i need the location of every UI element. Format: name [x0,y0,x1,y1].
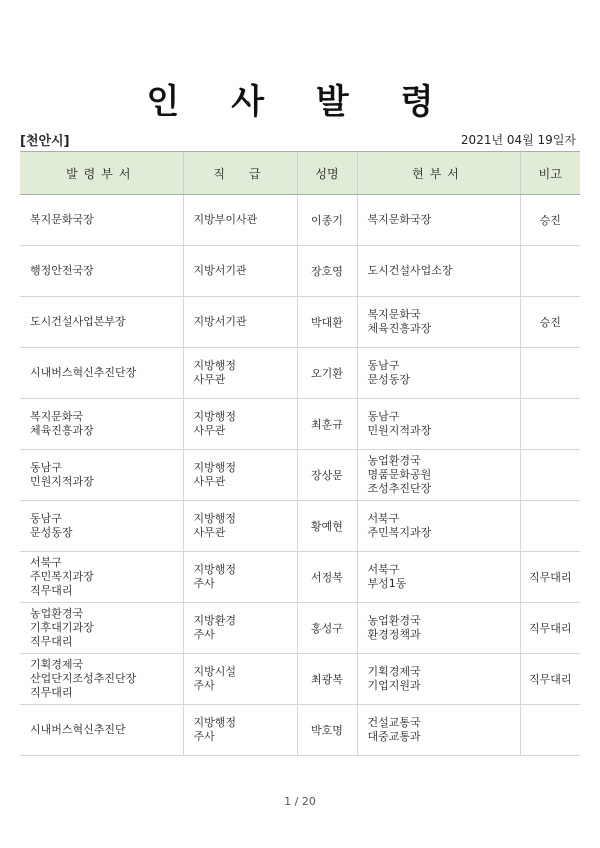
cell-current [357,297,520,348]
cell-dept-line: 문성동장 [30,526,73,539]
header-grade: 직 급 [183,152,297,195]
table-row [20,399,580,450]
cell-dept-line: 서북구 [30,556,62,569]
cell-current [357,195,520,246]
cell-grade [183,399,297,450]
cell-current-line: 문성동장 [367,373,411,386]
cell-current-line: 민원지적과장 [367,424,432,437]
cell-name: 최훈규 [297,399,357,450]
cell-grade [183,552,297,603]
cell-grade-line: 지방환경 [193,614,237,627]
cell-current-line: 농업환경국 [367,454,421,467]
cell-current-line: 도시건설사업소장 [367,264,453,277]
cell-name: 홍성구 [297,603,357,654]
cell-dept [20,654,183,705]
cell-dept [20,246,183,297]
cell-grade [183,348,297,399]
cell-name: 서정복 [297,552,357,603]
cell-dept-line: 주민복지과장 [30,570,94,583]
cell-grade-line: 주사 [193,577,215,590]
cell-note: 직무대리 [520,552,580,603]
cell-current-line: 농업환경국 [367,614,421,627]
cell-grade-line: 지방행정 [193,359,237,372]
cell-grade-line: 사무관 [193,373,226,386]
cell-dept [20,348,183,399]
cell-current [357,450,520,501]
table-row [20,552,580,603]
cell-current-line: 부성1동 [367,577,407,590]
cell-current [357,501,520,552]
cell-note: 직무대리 [520,603,580,654]
page-number: 1 / 20 [284,795,316,808]
table-row [20,246,580,297]
cell-note [520,450,580,501]
cell-dept-line: 시내버스혁신추진단 [30,723,126,736]
cell-note [520,705,580,756]
cell-current-line: 복지문화국 [367,308,421,321]
cell-current-line: 대중교통과 [367,730,421,743]
cell-dept-line: 직무대리 [30,584,73,597]
cell-dept-line: 기후대기과장 [30,621,94,634]
cell-grade [183,654,297,705]
cell-grade-line: 지방행정 [193,716,237,729]
cell-dept-line: 산업단지조성추진단장 [30,672,137,685]
cell-dept [20,399,183,450]
table-row [20,654,580,705]
cell-grade-line: 지방행정 [193,410,237,423]
cell-current-line: 조성추진단장 [367,482,432,495]
cell-current [357,552,520,603]
cell-grade-line: 지방서기관 [193,264,247,277]
header-current: 현부서 [357,152,520,195]
cell-current [357,705,520,756]
cell-grade-line: 사무관 [193,475,226,488]
table-row [20,297,580,348]
cell-grade [183,195,297,246]
header-note: 비고 [520,152,580,195]
header-name: 성명 [297,152,357,195]
cell-current-line: 서북구 [367,563,400,576]
cell-current [357,246,520,297]
organization-label: [천안시] [20,134,70,149]
document-title: 인 사 발 령 [146,82,454,122]
cell-note [520,399,580,450]
table-row [20,348,580,399]
cell-dept-line: 동남구 [30,512,62,525]
cell-grade-line: 지방행정 [193,512,237,525]
cell-name: 황예현 [297,501,357,552]
cell-grade [183,297,297,348]
cell-name: 박대환 [297,297,357,348]
cell-current-line: 명품문화공원 [367,468,432,481]
cell-grade [183,603,297,654]
effective-date: 2021년 04월 19일자 [460,133,576,147]
cell-note: 승진 [520,195,580,246]
cell-current-line: 환경정책과 [367,628,421,641]
cell-dept-line: 체육진흥과장 [30,424,94,437]
cell-grade-line: 지방서기관 [193,315,247,328]
table-row [20,603,580,654]
cell-name: 박호명 [297,705,357,756]
cell-current [357,399,520,450]
cell-dept-line: 복지문화국장 [30,213,94,226]
cell-current [357,603,520,654]
header-dept: 발령부서 [20,152,183,195]
cell-grade-line: 지방행정 [193,461,237,474]
cell-grade [183,501,297,552]
cell-name: 이종기 [297,195,357,246]
cell-name: 장상문 [297,450,357,501]
cell-dept-line: 도시건설사업본부장 [30,315,126,328]
cell-dept-line: 동남구 [30,461,62,474]
cell-grade-line: 주사 [193,679,215,692]
cell-grade [183,450,297,501]
cell-note: 직무대리 [520,654,580,705]
cell-dept-line: 민원지적과장 [30,475,94,488]
cell-note [520,501,580,552]
table-header-row [20,152,580,195]
table-row [20,501,580,552]
cell-dept [20,501,183,552]
cell-grade-line: 지방행정 [193,563,237,576]
cell-grade [183,246,297,297]
cell-current-line: 주민복지과장 [367,526,432,539]
cell-dept-line: 기획경제국 [30,658,84,671]
personnel-table [20,151,580,756]
cell-dept-line: 복지문화국 [30,410,84,423]
cell-note: 승진 [520,297,580,348]
cell-dept-line: 직무대리 [30,635,73,648]
cell-grade-line: 지방시설 [193,665,237,678]
cell-grade-line: 사무관 [193,424,226,437]
cell-note [520,348,580,399]
cell-dept [20,552,183,603]
cell-dept-line: 농업환경국 [30,607,84,620]
cell-dept [20,195,183,246]
cell-grade-line: 주사 [193,730,215,743]
cell-dept [20,705,183,756]
cell-note [520,246,580,297]
cell-dept-line: 직무대리 [30,686,73,699]
cell-grade-line: 사무관 [193,526,226,539]
cell-grade-line: 주사 [193,628,215,641]
cell-current-line: 서북구 [367,512,400,525]
cell-current-line: 기획경제국 [367,665,421,678]
cell-current [357,348,520,399]
cell-dept-line: 시내버스혁신추진단장 [30,366,137,379]
cell-name: 오기환 [297,348,357,399]
cell-name: 장호영 [297,246,357,297]
cell-grade-line: 지방부이사관 [193,213,258,226]
cell-current-line: 동남구 [367,410,400,423]
cell-dept [20,450,183,501]
table-row [20,195,580,246]
cell-dept [20,297,183,348]
cell-current-line: 기업지원과 [367,679,421,692]
table-row [20,450,580,501]
cell-current-line: 체육진흥과장 [367,322,432,335]
cell-current-line: 건설교통국 [367,716,421,729]
cell-dept [20,603,183,654]
cell-name: 최광복 [297,654,357,705]
cell-current [357,654,520,705]
table-row [20,705,580,756]
cell-current-line: 동남구 [367,359,400,372]
cell-current-line: 복지문화국장 [367,213,432,226]
cell-dept-line: 행정안전국장 [30,264,94,277]
cell-grade [183,705,297,756]
